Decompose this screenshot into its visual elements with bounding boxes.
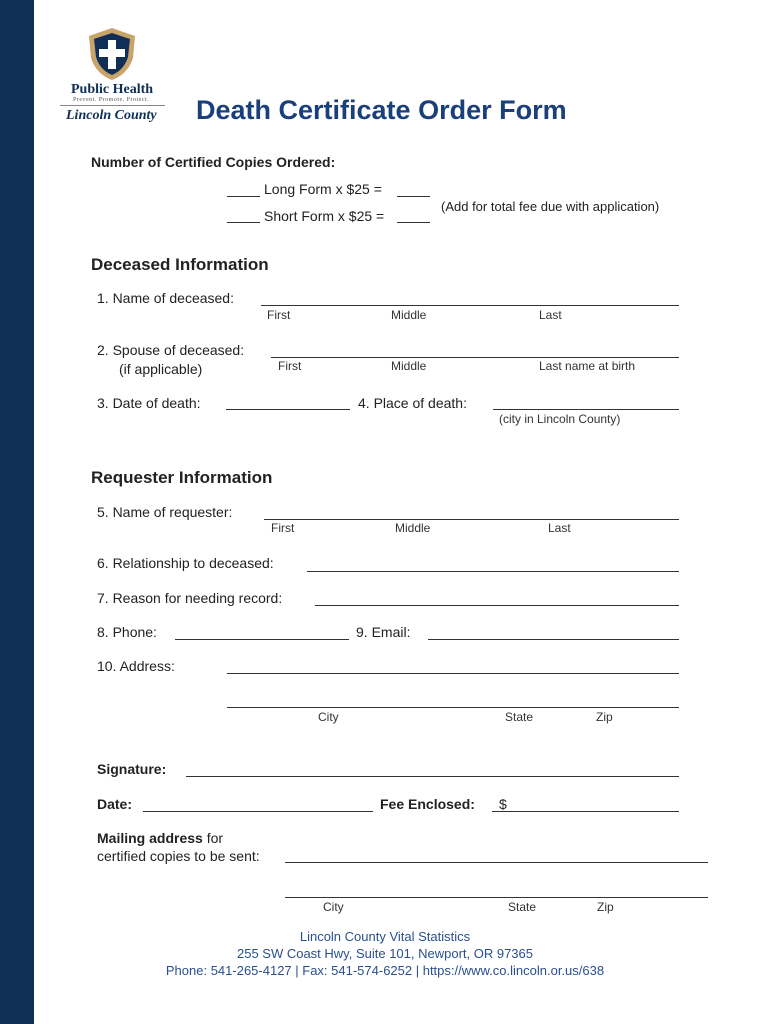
long-form-qty-field[interactable] [227, 196, 260, 197]
long-form-total-field[interactable] [397, 196, 430, 197]
left-sidebar-bar [0, 0, 34, 1024]
deceased-first-caption: First [267, 308, 291, 322]
relationship-label: 6. Relationship to deceased: [97, 555, 274, 571]
footer-address: 255 SW Coast Hwy, Suite 101, Newport, OR 97365 [236, 946, 533, 961]
phone-field[interactable] [175, 639, 349, 640]
date-label: Date: [97, 796, 133, 812]
shield-cross-logo-icon [86, 26, 138, 82]
address-state-caption: State [505, 710, 534, 724]
spouse-last-birth-caption: Last name at birth [539, 359, 636, 373]
date-of-death-field[interactable] [226, 409, 350, 410]
copies-heading: Number of Certified Copies Ordered: [91, 154, 336, 170]
date-field[interactable] [143, 811, 373, 812]
spouse-name-field[interactable] [271, 357, 679, 358]
reason-label: 7. Reason for needing record: [97, 590, 283, 606]
relationship-field[interactable] [307, 571, 679, 572]
footer-office-name: Lincoln County Vital Statistics [299, 929, 471, 944]
address-line1-field[interactable] [227, 673, 679, 674]
page-title: Death Certificate Order Form [196, 95, 567, 125]
signature-label: Signature: [97, 761, 167, 777]
fee-enclosed-label: Fee Enclosed: [380, 796, 475, 812]
mailing-state-caption: State [508, 900, 537, 914]
logo-tagline: Prevent. Promote. Protect. [73, 97, 150, 103]
address-city-caption: City [318, 710, 339, 724]
phone-label: 8. Phone: [97, 624, 157, 640]
signature-field[interactable] [186, 776, 679, 777]
address-label: 10. Address: [97, 658, 175, 674]
mailing-address-line2-field[interactable] [285, 897, 708, 898]
fee-dollar-sign: $ [499, 796, 507, 812]
requester-middle-caption: Middle [395, 521, 431, 535]
footer-contact: Phone: 541-265-4127 | Fax: 541-574-6252 | https://www.co.lincoln.or.us/638 [165, 963, 605, 978]
short-form-label: Short Form x $25 = [264, 208, 385, 224]
deceased-middle-caption: Middle [391, 308, 427, 322]
spouse-first-caption: First [278, 359, 302, 373]
requester-name-label: 5. Name of requester: [97, 504, 233, 520]
short-form-qty-field[interactable] [227, 222, 260, 223]
spouse-label: 2. Spouse of deceased: [97, 342, 245, 358]
logo-county: Lincoln County [66, 108, 157, 123]
date-of-death-label: 3. Date of death: [97, 395, 201, 411]
reason-field[interactable] [315, 605, 679, 606]
email-label: 9. Email: [356, 624, 411, 640]
mailing-address-label-line2: certified copies to be sent: [97, 848, 260, 864]
place-of-death-field[interactable] [493, 409, 679, 410]
logo-title: Public Health [71, 82, 154, 97]
email-field[interactable] [428, 639, 679, 640]
mailing-city-caption: City [323, 900, 344, 914]
requester-name-field[interactable] [264, 519, 679, 520]
address-zip-caption: Zip [596, 710, 613, 724]
requester-last-caption: Last [548, 521, 571, 535]
mailing-address-line1-field[interactable] [285, 862, 708, 863]
deceased-section-heading: Deceased Information [91, 255, 269, 274]
fee-enclosed-field[interactable] [492, 811, 679, 812]
place-of-death-label: 4. Place of death: [358, 395, 467, 411]
fee-note: (Add for total fee due with application) [441, 199, 660, 214]
deceased-last-caption: Last [539, 308, 562, 322]
mailing-address-label: Mailing address for [97, 830, 224, 846]
mailing-zip-caption: Zip [597, 900, 614, 914]
spouse-note: (if applicable) [119, 361, 203, 377]
requester-section-heading: Requester Information [91, 468, 273, 487]
address-line2-field[interactable] [227, 707, 679, 708]
short-form-total-field[interactable] [397, 222, 430, 223]
deceased-name-label: 1. Name of deceased: [97, 290, 234, 306]
long-form-label: Long Form x $25 = [264, 181, 382, 197]
deceased-name-field[interactable] [261, 305, 679, 306]
place-of-death-note: (city in Lincoln County) [499, 412, 621, 426]
spouse-middle-caption: Middle [391, 359, 427, 373]
requester-first-caption: First [271, 521, 295, 535]
